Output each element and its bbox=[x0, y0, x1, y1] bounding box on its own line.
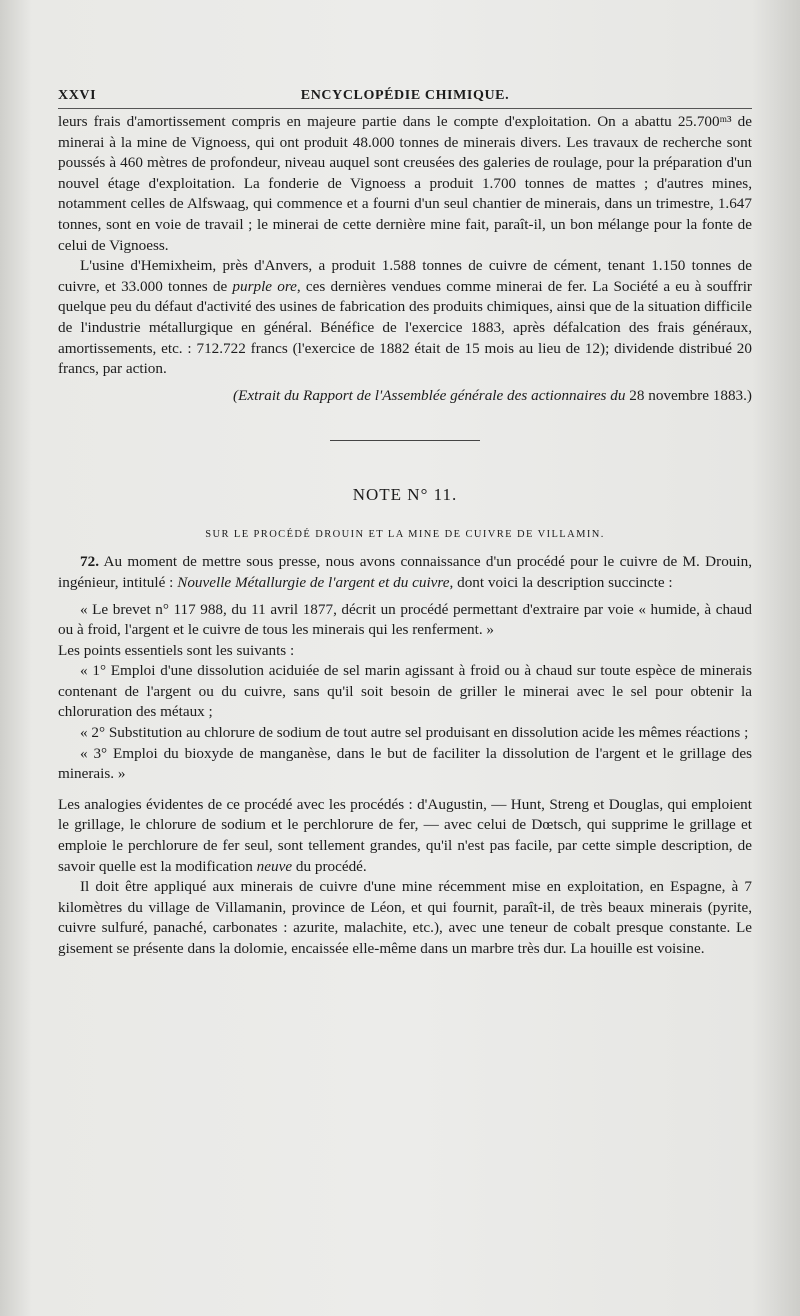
section-divider bbox=[330, 440, 480, 441]
quote-point-2: « 2° Substitution au chlorure de sodium de tout autre sel produisant en dissolution acide les mêmes réactions ; bbox=[80, 724, 749, 742]
quote-point-1: « 1° Emploi d'une dissolution aciduiée de sel marin agissant à froid ou à chaud sur toute espèce de minerais contenant de l'argent ou du cuivre, sans qu'il soit besoin de griller le minerai avec le sel pour obtenir la chloruration des métaux ; bbox=[58, 662, 752, 721]
note-title: NOTE N° 11. bbox=[352, 485, 458, 505]
report-paragraph-2 bbox=[58, 256, 752, 380]
report-source bbox=[58, 386, 752, 407]
purple-ore-term: purple ore bbox=[232, 277, 297, 295]
analogies-end: du procédé. bbox=[292, 857, 367, 875]
quote-patent: « Le brevet n° 117 988, du 11 avril 1877, décrit un procédé permettant d'extraire par voie « humide, à chaud ou à froid, l'argent et le cuivre de tous les minerais qui les renferment. » bbox=[58, 600, 752, 639]
report-paragraph-2-end: , ces dernières vendues comme minerai de fer. La Société a eu à souffrir quelque peu du défaut d'activité des usines de fabrication des produits chimiques, ainsi que de la situation difficile de l'industrie métallurgique en général. Bénéfice de l'exercice 1883, après défalcation des frais généraux, amortissements, etc. : 712.722 francs (l'exercice de 1882 était de 15 mois au lieu de 12); dividende distribué 20 francs, par action. bbox=[58, 277, 752, 378]
analogies-start: Les analogies évidentes de ce procédé avec les procédés : d'Augustin, — Hunt, Streng et Douglas, qui emploient le grillage, le chlorure de sodium et le perchlorure de fer, — avec celui de Dœtsch, qui supprime le grillage et emploie le perchlorure de fer seul, sont tellement grandes, qu'il n'est pas facile, par cette simple description, de savoir quelle est la modification bbox=[58, 795, 752, 875]
page-body bbox=[58, 112, 752, 960]
note-intro-start: Au moment de mettre sous presse, nous avons connaissance d'un procédé pour le cuivre de M. Drouin, ingénieur, intitulé : bbox=[58, 553, 752, 591]
quote-points-intro: Les points essentiels sont les suivants : bbox=[58, 641, 295, 659]
page-header-title: ENCYCLOPÉDIE CHIMIQUE. bbox=[300, 88, 510, 103]
page-number: XXVI bbox=[58, 88, 97, 103]
book-title: Nouvelle Métallurgie de l'argent et du cuivre bbox=[177, 573, 450, 591]
paragraph-number: 72. bbox=[80, 553, 99, 571]
report-source-date: 28 novembre 1883.) bbox=[629, 386, 752, 404]
analogies-paragraph bbox=[58, 795, 752, 877]
report-source-title: (Extrait du Rapport de l'Assemblée générale des actionnaires du bbox=[233, 386, 630, 404]
header-rule bbox=[58, 108, 752, 109]
note-subtitle: SUR LE PROCÉDÉ DROUIN ET LA MINE DE CUIVRE DE VILLAMIN. bbox=[205, 529, 605, 541]
neuve-term: neuve bbox=[256, 857, 293, 875]
mine-paragraph: Il doit être appliqué aux minerais de cuivre d'une mine récemment mise en exploitation, en Espagne, à 7 kilomètres du village de Villamanin, province de Léon, et qui fournit, paraît-il, de très beaux minerais (pyrite, cuivre sulfuré, panaché, carbonates : azurite, malachite, etc.), avec une teneur de cobalt presque constante. Le gisement se présente dans la dolomie, encaissée elle-même dans un marbre très dur. La houille est voisine. bbox=[58, 878, 752, 957]
report-paragraph-1: leurs frais d'amortissement compris en majeure partie dans le compte d'exploitation. On a abattu 25.700ᵐ³ de minerai à la mine de Vignoess, qui ont produit 48.000 tonnes de minerais divers. Les travaux de recherche sont poussés à 460 mètres de profondeur, niveau auquel sont creusées des galeries de roulage, pour la préparation d'un nouvel étage d'exploitation. La fonderie de Vignoess a produit 1.700 tonnes de mattes ; d'autres mines, notamment celles de Alfswaag, qui commence et a fourni d'un seul chantier de minerais, dans un trimestre, 1.647 tonnes, sont en voie de travail ; le minerai de cette dernière mine fait, paraît-il, un bon mélange pour la fonte de celui de Vignoess. bbox=[58, 113, 752, 254]
note-intro-paragraph bbox=[58, 552, 752, 593]
report-paragraph-2-start: L'usine d'Hemixheim, près d'Anvers, a produit 1.588 tonnes de cuivre de cément, tenant 1.150 tonnes de cuivre, et 33.000 tonnes de bbox=[58, 257, 752, 295]
running-head bbox=[58, 86, 752, 112]
note-intro-end: , dont voici la description succincte : bbox=[449, 573, 673, 591]
quote-point-3: « 3° Emploi du bioxyde de manganèse, dans le but de faciliter la dissolution de l'argent et le grillage des minerais. » bbox=[58, 744, 752, 783]
